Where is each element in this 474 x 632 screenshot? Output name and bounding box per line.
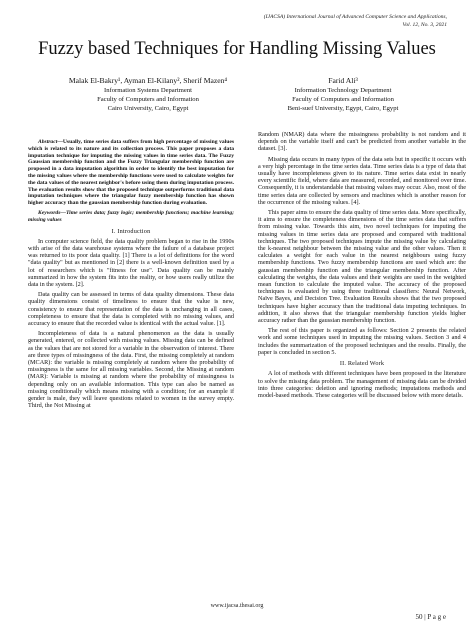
section-heading-related-work: II. Related Work [339,360,385,368]
paragraph: Missing data occurs in many types of the data sets but in specific it occurs with a very high percentage in the time series data. Time series data is a type of data that usually have incompleteness given to its nature. Time series data exist in nearly every scientific field, where data are measured, recorded, and monitored over time. Consequently, it is understandable that missing values may occur. Also, most of the time series data are collected by sensors and machines which is another reason for the occurrence of the missing values. [4]. [258,155,466,206]
author-affiliation: Information Technology Department [294,87,392,94]
abstract-text: —Usually, time series data suffers from high percentage of missing values which is related to its nature and its collection process. This paper proposes a data imputation technique for imputing the missing values in time series data. The Fuzzy Gaussian membership function and the Fuzzy Triangular membership function are proposed in a data imputation algorithm in order to identify the best imputation for the missing values where the membership functions were used to calculate weights for the data values of the nearest neighbor's before using them during imputation process. The evaluation results show that the proposed technique outperforms traditional data imputation techniques where the triangular fuzzy membership function has shown higher accuracy than the gaussian membership function during evaluation. [28,139,234,207]
section-heading-introduction: I. Introduction [111,227,151,235]
author-affiliation: Information Systems Department [104,87,192,94]
author-names-right: Farid Ali³ [328,76,358,85]
author-affiliation: Faculty of Computers and Information [292,96,394,104]
footer-url: www.ijacsa.thesai.org [210,603,264,609]
abstract-lead: Abstract [38,139,58,145]
author-block-right [228,76,458,114]
paragraph: In computer science field, the data quality problem began to rise in the 1990s with arise of the data warehouse systems where the failure of a database project was returned to its poor data quality. [1] There is a lot of definitions for the word "data quality" but as mentioned in [2] there is a well-known definition used by a lot of researchers which is "fitness for use". Data quality can be mainly summarized in how the system fits into the reality, or how users really utilize the data in the system. [2]. [28,237,234,288]
journal-name: (IJACSA) International Journal of Advanced Computer Science and Applications, [263,14,447,20]
journal-header [264,13,447,29]
abstract [28,139,234,207]
paragraph: A lot of methods with different techniques have been proposed in the literature to solve the missing data problem. The management of missing data can be divided into three categories: deletion and ignoring methods; imputations methods and model-based methods. These categories will be discussed below with more details. [258,370,466,399]
paper-title: Fuzzy based Techniques for Handling Missing Values [38,39,436,59]
journal-volume: Vol. 12, No. 3, 2021 [402,22,447,28]
paragraph: Random (NMAR) data where the missingness probability is not random and it depends on the variable itself and can't be predicted from another variable in the dataset. [3]. [258,131,466,153]
page-number: 50 | P a g e [415,613,446,621]
paragraph: This paper aims to ensure the data quality of time series data. More specifically, it aims to ensure the completeness dimensions of the time series data that suffers from missing value. Towards this aim, two novel techniques for imputing the missing values in time series data are proposed and compared with traditional techniques. The two proposed techniques impute the missing value by calculating the k-nearest neighbour between the missing value and the other values. Then it calculates a weight for each value in the nearest neighbours using fuzzy membership functions. Two fuzzy membership functions are used which are: the gaussian membership function and the triangular membership function. After calculating the weights, the data values and their weights are used in the weighted mean function to calculate the imputed value. The accuracy of the proposed techniques is evaluated by using three traditional classifiers: Neural Network, Naïve Bayes, and Decision Tree. Evaluation Results shows that the two proposed techniques have higher accuracy than the traditional data imputing techniques. In addition, it also shows that the triangular membership function yields higher accuracy rather than the gaussian membership function. [258,209,466,325]
author-affiliation: Cairo University, Cairo, Egypt [107,105,189,113]
author-affiliation: Faculty of Computers and Information [97,96,199,104]
paragraph: Incompleteness of data is a natural phenomenon as the data is usually generated, entered, or collected with missing values. Missing data can be defined as the values that are not stored for a variable in the observation of interest. There are three types of missingness of the data. First, the missing completely at random (MCAR): the variable is missing completely at random where the probability of missingness is the same for all missing variables. Second, the Missing at random (MAR): Variable is missing at random where the probability of missingness is depending only on an available information. This type can also be named as missing conditionally which means missing with a condition; for an example if gender is male, they will leave questions related to women in the survey empty. Third, the Not Missing at [28,330,234,410]
right-column [258,131,466,402]
author-names-left: Malak El-Bakry¹, Ayman El-Kilany², Sherif Mazen⁴ [68,76,228,85]
author-affiliation: Beni-suef University, Egypt, Cairo, Egypt [287,105,399,113]
left-column [28,139,234,412]
paragraph: Data quality can be assessed in terms of data quality dimensions. These data quality dimensions consist of timeliness to ensure that the value is new, consistency to ensure that representation of the data is unchanging in all cases, completeness to ensure that the data is completed with no missing values, and accuracy to ensure that the recorded value is identical with the actual value. [1]. [28,291,234,327]
keywords: Keywords—Time series data; fuzzy logic; membership functions; machine learning; missing values [28,209,234,223]
paragraph: The rest of this paper is organized as follows: Section 2 presents the related work and some techniques used in imputing the missing values. Section 3 and 4 includes the summarization of the proposed techniques and the results. Finally, the paper is concluded in section 5. [258,327,466,356]
